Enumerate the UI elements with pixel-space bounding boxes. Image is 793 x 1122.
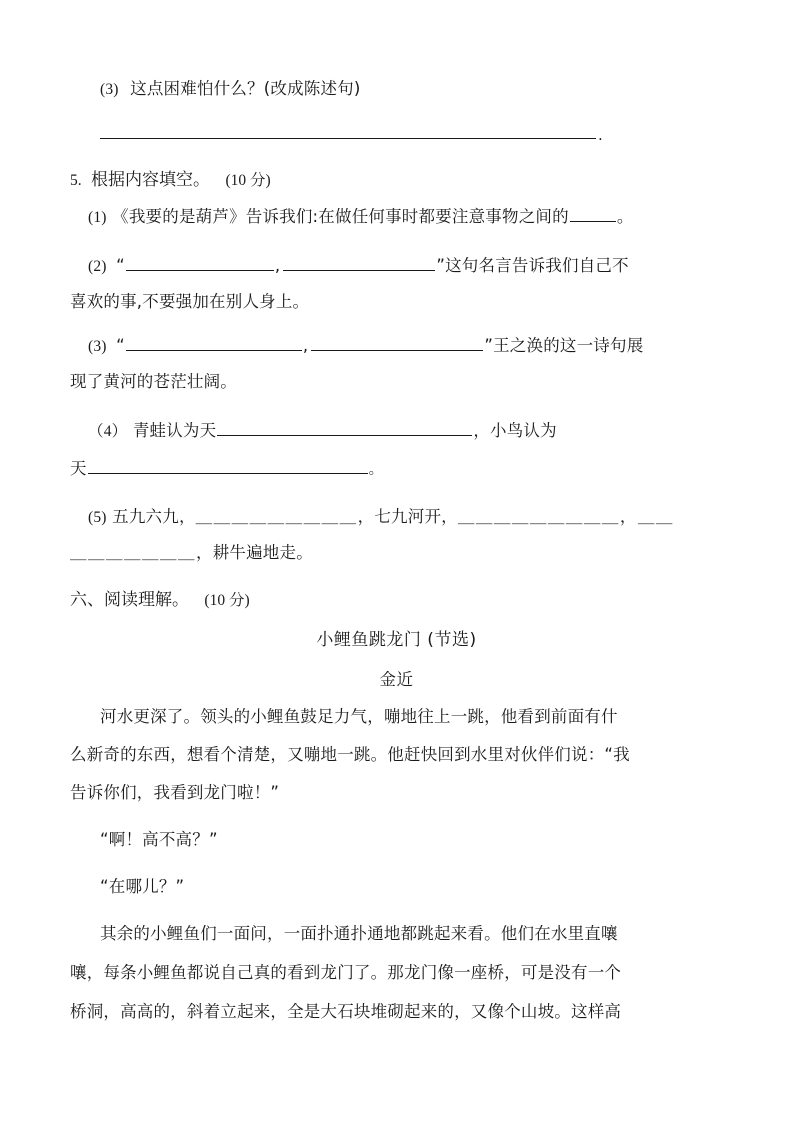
question-3-answer-period: . [598,126,603,144]
item-5-2-text-after: 这句名言告诉我们自己不 [445,256,629,275]
item-5-3-close-quote: ” [484,336,494,355]
item-5-2-label: (2) [88,258,107,275]
passage-line-5: “在哪儿？” [100,877,185,896]
item-5-4-line-2 [70,458,720,481]
passage-title: 小鲤鱼跳龙门 (节选) [316,630,477,650]
passage-author: 金近 [379,670,414,689]
item-5-5-text-1: 五九六九， [112,507,196,526]
item-5-3-blank-a[interactable] [126,335,302,351]
section-5-title: 根据内容填空。 [91,170,211,190]
item-5-5-label: (5) [88,509,107,526]
item-5-1 [88,206,738,229]
item-5-3-blank-b[interactable] [311,335,483,351]
section-5-heading [70,168,271,193]
item-5-3-line-2: 现了黄河的苍茫壮阔。 [70,372,237,391]
passage-line-1: 河水更深了。领头的小鲤鱼鼓足力气，嘣地往上一跳，他看到前面有什 [100,707,618,726]
item-5-5-line-2 [70,542,720,564]
item-5-2-line-1 [88,255,738,278]
item-5-2-open-quote: “ [116,256,125,275]
item-5-4-label: （4） [88,423,128,440]
passage-line-8: 桥洞，高高的，斜着立起来，全是大石块堆砌起来的，又像个山坡。这样高 [70,1002,622,1021]
item-5-1-text-before: 《我要的是葫芦》告诉我们:在做任何事时都要注意事物之间的 [112,207,569,226]
item-5-5-text-3: ，＿＿ [619,507,674,526]
item-5-4-text-before: 青蛙认为天 [132,421,217,440]
item-5-4-blank-b[interactable] [88,458,368,474]
item-5-4-line-1 [88,420,738,443]
section-6-score: (10 分) [204,592,250,609]
item-5-2-blank-b[interactable] [283,255,435,271]
item-5-2-close-quote: ” [436,256,446,275]
item-5-5-continuation-dash[interactable]: ＿＿＿＿＿＿＿ [70,543,196,562]
item-5-3-label: (3) [88,338,107,355]
section-5-number: 5. [70,172,82,189]
question-3-number: (3) [100,81,119,98]
item-5-1-text-after: 。 [616,207,634,226]
section-6-number: 六、 [70,590,104,610]
passage-line-2: 么新奇的东西，想看个清楚，又嘣地一跳。他赶快回到水里对伙伴们说：“我 [70,745,630,764]
section-5-score: (10 分) [225,172,271,189]
question-3-text: 这点困难怕什么？(改成陈述句) [130,79,361,98]
item-5-5-dash-1[interactable]: ＿＿＿＿＿＿＿＿＿ [195,507,358,526]
item-5-2-line-2: 喜欢的事,不要强加在别人身上。 [70,292,310,311]
item-5-2-blank-a[interactable] [126,255,274,271]
item-5-4-continuation-prefix: 天 [70,459,87,478]
item-5-5-continuation-text: ，耕牛遍地走。 [196,543,313,562]
item-5-3-text-after: 王之涣的这一诗句展 [493,336,644,355]
item-5-2-comma: , [274,256,281,275]
item-5-3-comma: , [302,336,309,355]
item-5-4-blank-a[interactable] [217,420,472,436]
item-5-5-line-1 [88,506,738,529]
item-5-3-open-quote: “ [116,336,125,355]
item-5-4-mid-text: ，小鸟认为 [473,421,557,440]
passage-line-4: “啊！高不高？” [100,830,218,849]
item-5-5-dash-2[interactable]: ＿＿＿＿＿＿＿＿＿ [457,507,620,526]
question-3-rewrite-prompt [100,78,750,101]
section-6-title: 阅读理解。 [104,590,189,610]
passage-line-3: 告诉你们，我看到龙门啦！” [70,783,280,802]
item-5-1-label: (1) [88,209,107,226]
passage-line-6: 其余的小鲤鱼们一面问，一面扑通扑通地都跳起来看。他们在水里直嚷 [100,924,618,943]
question-3-answer-rule[interactable] [100,138,596,139]
item-5-3-line-1 [88,335,738,358]
item-5-1-blank[interactable] [570,206,616,222]
item-5-5-text-2: ，七九河开， [357,507,458,526]
passage-line-7: 嚷，每条小鲤鱼都说自己真的看到龙门了。那龙门像一座桥，可是没有一个 [70,963,622,982]
item-5-4-end-punct: 。 [368,462,383,478]
section-6-heading [70,588,250,613]
